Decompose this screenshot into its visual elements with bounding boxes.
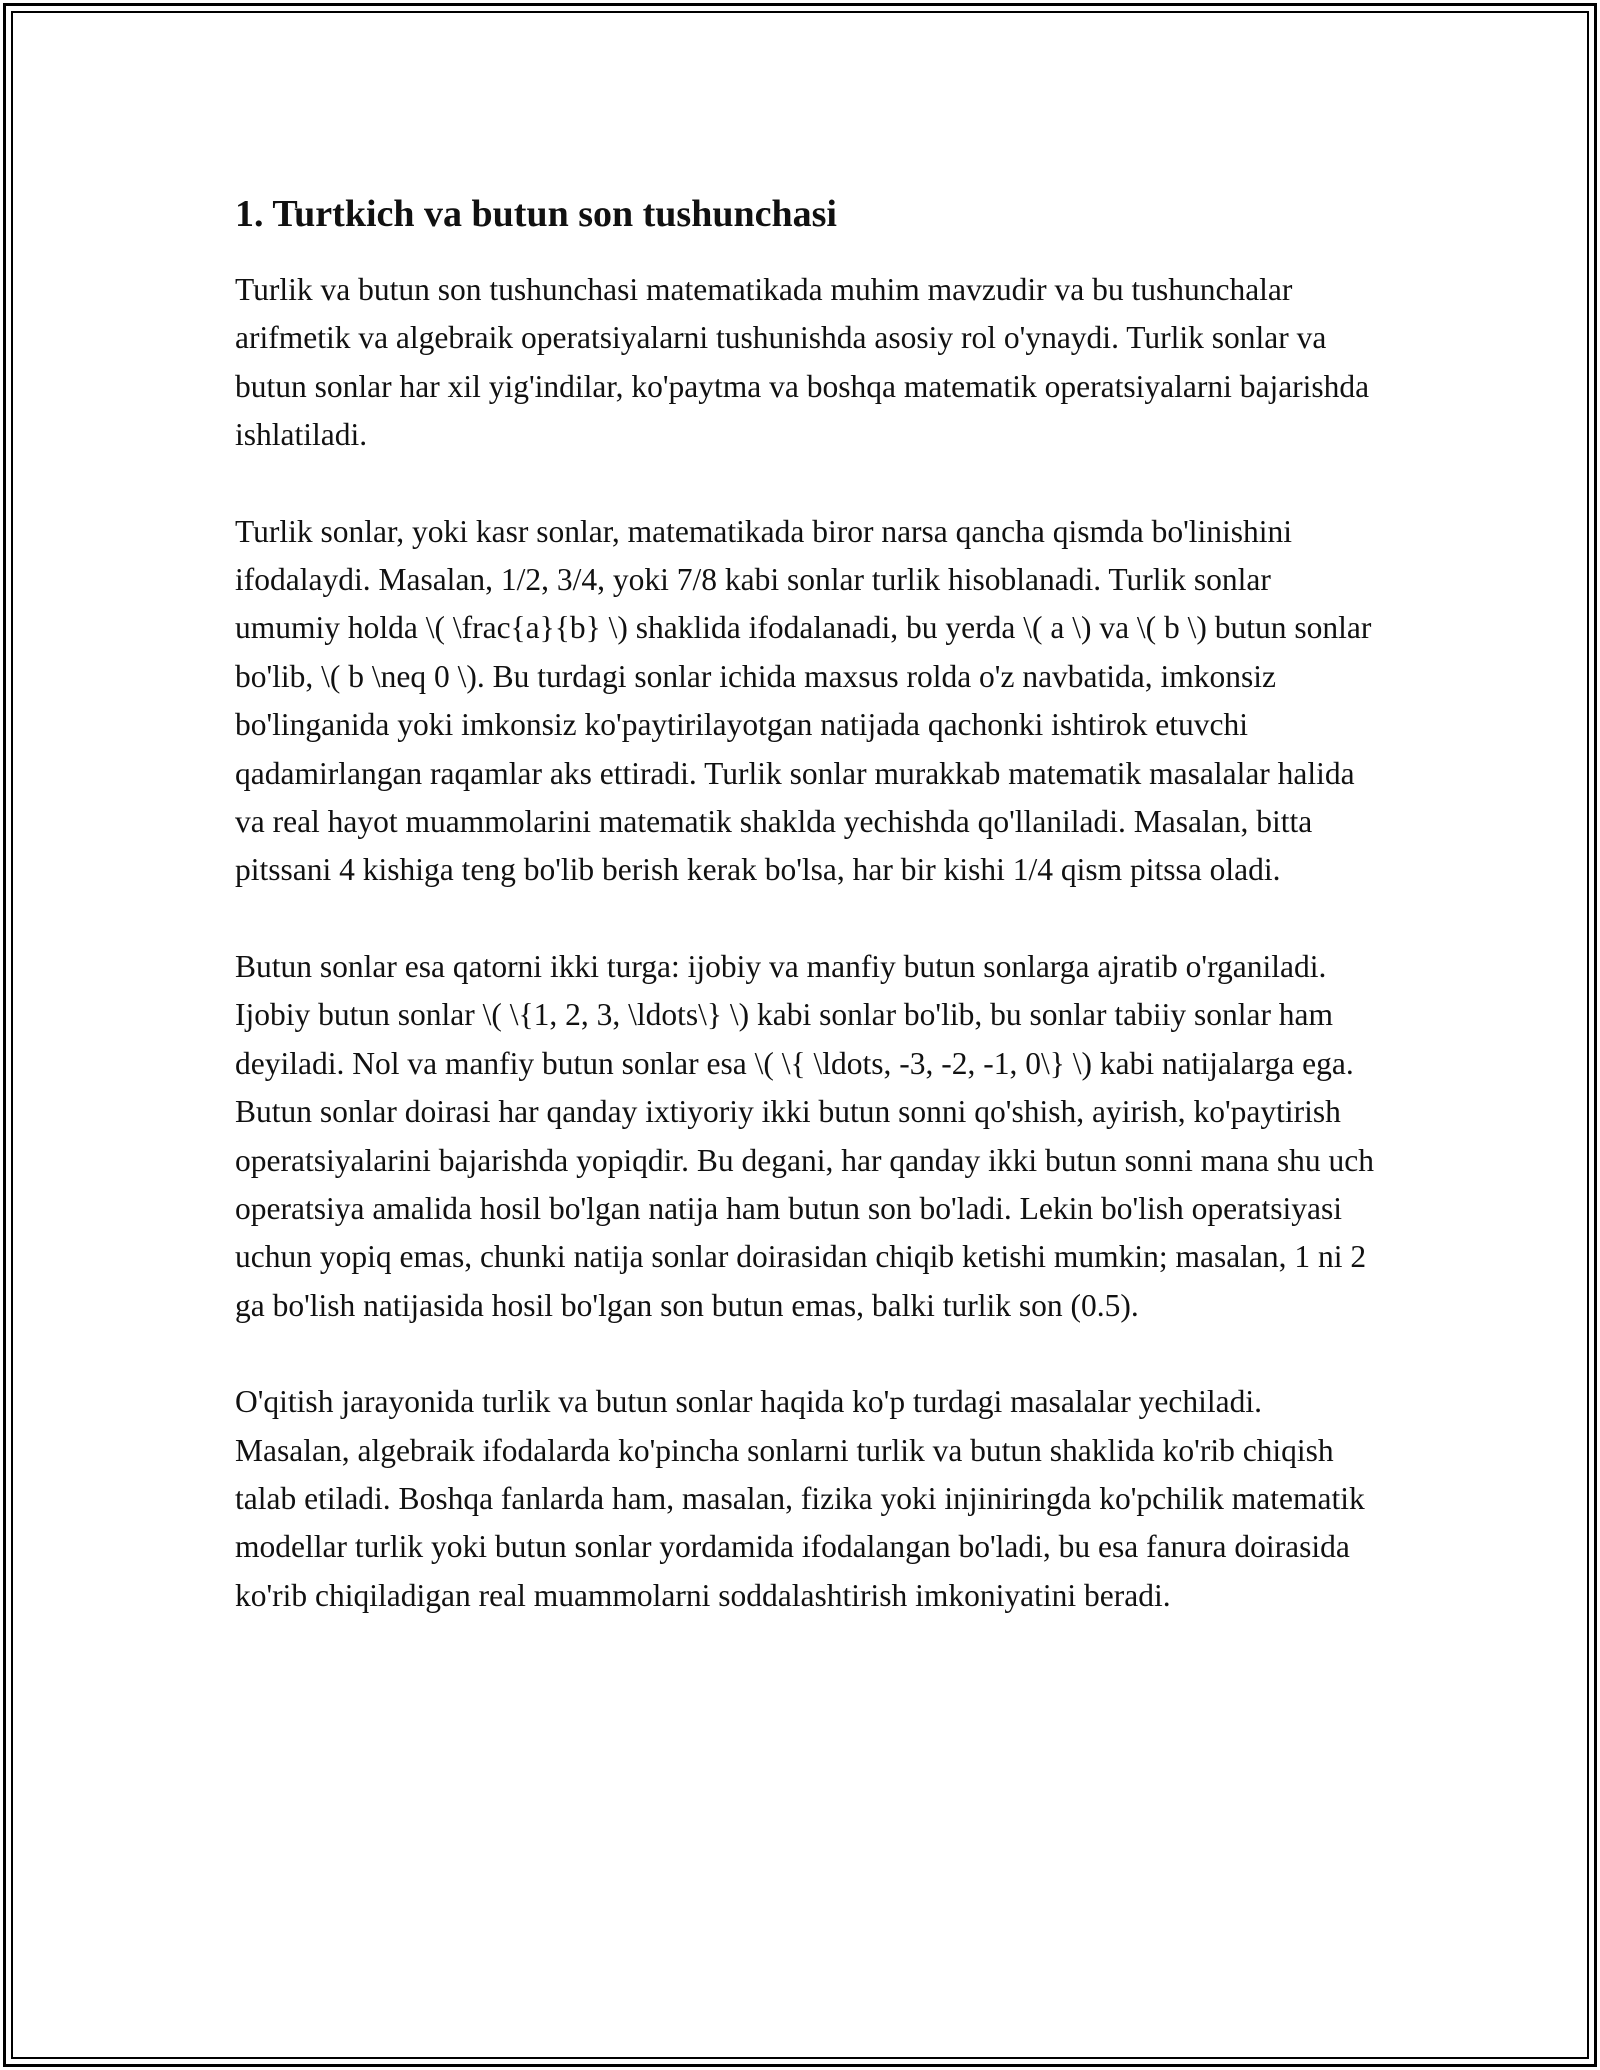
paragraph-fractions: Turlik sonlar, yoki kasr sonlar, matematikada biror narsa qancha qismda bo'linishini ifodalaydi. Masalan, 1/2, 3/4, yoki 7/8 kabi sonlar turlik hisoblanadi. Turlik sonlar umumiy holda \( \frac{a}{b} \) shaklida ifodalanadi, bu yerda \( a \) va \( b \) butun sonlar bo'lib, \( b \neq 0 \). Bu turdagi sonlar ichida maxsus rolda o'z navbatida, imkonsiz bo'linganida yoki imkonsiz ko'paytirilayotgan natijada qachonki ishtirok etuvchi qadamirlangan raqamlar aks ettiradi. Turlik sonlar murakkab matematik masalalar halida va real hayot muammolarini matematik shaklda yechishda qo'llaniladi. Masalan, bitta pitssani 4 kishiga teng bo'lib berish kerak bo'lsa, har bir kishi 1/4 qism pitssa oladi. — [235, 513, 1372, 888]
paragraph-intro: Turlik va butun son tushunchasi matematikada muhim mavzudir va bu tushunchalar arifmetik va algebraik operatsiyalarni tushunishda asosiy rol o'ynaydi. Turlik sonlar va butun sonlar har xil yig'indilar, ko'paytma va boshqa matematik operatsiyalarni bajarishda ishlatiladi. — [235, 272, 1370, 453]
paragraph-teaching: O'qitish jarayonida turlik va butun sonlar haqida ko'p turdagi masalalar yechiladi. Masalan, algebraik ifodalarda ko'pincha sonlarni turlik va butun shaklida ko'rib chiqish talab etiladi. Boshqa fanlarda ham, masalan, fizika yoki injiniringda ko'pchilik matematik modellar turlik yoki butun sonlar yordamida ifodalangan bo'ladi, bu esa fanura doirasida ko'rib chiqiladigan real muammolarni soddalashtirish imkoniyatini beradi. — [235, 1384, 1365, 1613]
section-heading: 1. Turtkich va butun son tushunchasi — [235, 193, 837, 235]
paragraph-integers: Butun sonlar esa qatorni ikki turga: ijobiy va manfiy butun sonlarga ajratib o'rganiladi. Ijobiy butun sonlar \( \{1, 2, 3, \ldots\} \) kabi sonlar bo'lib, bu sonlar tabiiy sonlar ham deyiladi. Nol va manfiy butun sonlar esa \( \{ \ldots, -3, -2, -1, 0\} \) kabi natijalarga ega. Butun sonlar doirasi har qanday ixtiyoriy ikki butun sonni qo'shish, ayirish, ko'paytirish operatsiyalarini bajarishda yopiqdir. Bu degani, har qanday ikki butun sonni mana shu uch operatsiya amalida hosil bo'lgan natija ham butun son bo'ladi. Lekin bo'lish operatsiyasi uchun yopiq emas, chunki natija sonlar doirasidan chiqib ketishi mumkin; masalan, 1 ni 2 ga bo'lish natijasida hosil bo'lgan son butun emas, balki turlik son (0.5). — [235, 948, 1374, 1323]
document-body — [235, 188, 1375, 1668]
